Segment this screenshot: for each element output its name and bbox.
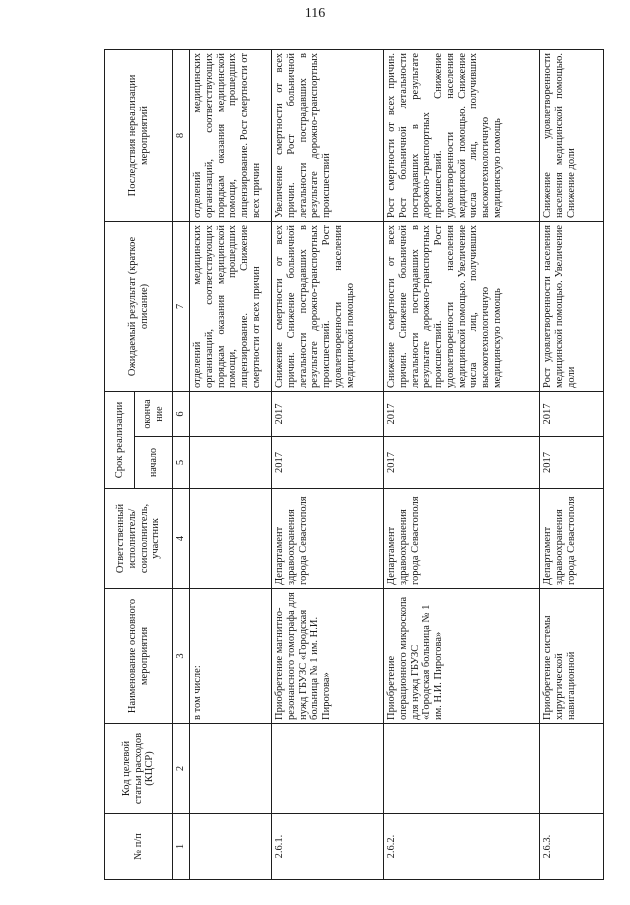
- table-row: [272, 49, 384, 879]
- header-consequences: Последствия нереализации мероприятий: [105, 49, 173, 221]
- table-row: [384, 49, 540, 879]
- row-start: 2017: [384, 437, 540, 489]
- row-index: 2.6.2.: [384, 814, 540, 880]
- column-number: 1: [173, 814, 190, 880]
- row-code: [384, 724, 540, 814]
- row-executor: Департамент здравоохранения города Севастополя: [540, 489, 604, 589]
- row-executor: Департамент здравоохранения города Севастополя: [272, 489, 384, 589]
- column-number: 2: [173, 724, 190, 814]
- row-code: [540, 724, 604, 814]
- row-code: [190, 724, 272, 814]
- table-row: [540, 49, 604, 879]
- header-start: начало: [135, 437, 173, 489]
- row-consequences: Снижение удовлетворенности населения медицинской помощью. Снижение доли: [540, 49, 604, 221]
- row-measure-name: Приобретение магнитно-резонансного томографа для нужд ГБУЗС «Городская больница № 1 им. Н.И. Пирогова»: [272, 589, 384, 724]
- row-executor: [190, 489, 272, 589]
- row-end: [190, 391, 272, 436]
- row-consequences: Увеличение смертности от всех причин. Рост больничной летальности пострадавших в результате дорожно-транспортных происшествий: [272, 49, 384, 221]
- row-index: 2.6.1.: [272, 814, 384, 880]
- row-start: 2017: [540, 437, 604, 489]
- row-index: [190, 814, 272, 880]
- column-number: 3: [173, 589, 190, 724]
- row-consequences: отделений медицинских организаций, соответствующих порядкам оказания медицинской помощи, прошедших лицензирование. Рост смертности от всех причин: [190, 49, 272, 221]
- row-expected-result: Рост удовлетворенности населения медицинской помощью. Увеличение доли: [540, 221, 604, 391]
- row-end: 2017: [540, 391, 604, 436]
- row-measure-name: Приобретение операционного микроскопа для нужд ГБУЗС «Городская больница № 1 им. Н.И. Пирогова»: [384, 589, 540, 724]
- row-code: [272, 724, 384, 814]
- row-expected-result: Снижение смертности от всех причин. Снижение больничной летальности пострадавших в результате дорожно-транспортных происшествий. Рост удовлетворенности населения медицинской помощью: [272, 221, 384, 391]
- column-number-row: [173, 49, 190, 879]
- column-number: 6: [173, 391, 190, 436]
- row-index: 2.6.3.: [540, 814, 604, 880]
- row-start: 2017: [272, 437, 384, 489]
- row-measure-name: в том числе:: [190, 589, 272, 724]
- header-code: Код целевой статьи расходов (КЦСР): [105, 724, 173, 814]
- row-expected-result: Снижение смертности от всех причин. Снижение больничной летальности пострадавших в результате дорожно-транспортных происшествий. Рост удовлетворенности населения медицинской помощью. Увеличение числа лиц, получивших высокотехнологичную медицинскую помощь: [384, 221, 540, 391]
- rotated-table-wrapper: [104, 50, 604, 880]
- column-number: 7: [173, 221, 190, 391]
- row-end: 2017: [384, 391, 540, 436]
- row-executor: Департамент здравоохранения города Севастополя: [384, 489, 540, 589]
- measures-table: [104, 49, 604, 880]
- table-row: [190, 49, 272, 879]
- row-end: 2017: [272, 391, 384, 436]
- column-number: 5: [173, 437, 190, 489]
- column-number: 4: [173, 489, 190, 589]
- page-number: 116: [304, 6, 326, 21]
- header-index: № п/п: [105, 814, 173, 880]
- header-expected-result: Ожидаемый результат (краткое описание): [105, 221, 173, 391]
- row-consequences: Рост смертности от всех причин. Рост больничной летальности пострадавших в результате дорожно-транспортных происшествий. Снижение удовлетворенности населения медицинской помощью. Снижение числа лиц, получивших высокотехнологичную медицинскую помощь: [384, 49, 540, 221]
- column-number: 8: [173, 49, 190, 221]
- header-end: оконча ние: [135, 391, 173, 436]
- row-expected-result: отделений медицинских организаций, соответствующих порядкам оказания медицинской помощи, прошедших лицензирование. Снижение смертности от всех причин: [190, 221, 272, 391]
- header-period: Срок реализации: [105, 391, 135, 488]
- header-measure-name: Наименование основного мероприятия: [105, 589, 173, 724]
- row-start: [190, 437, 272, 489]
- header-executor: Ответственный исполнитель/ соисполнитель, участник: [105, 489, 173, 589]
- row-measure-name: Приобретение системы хирургической навигационной: [540, 589, 604, 724]
